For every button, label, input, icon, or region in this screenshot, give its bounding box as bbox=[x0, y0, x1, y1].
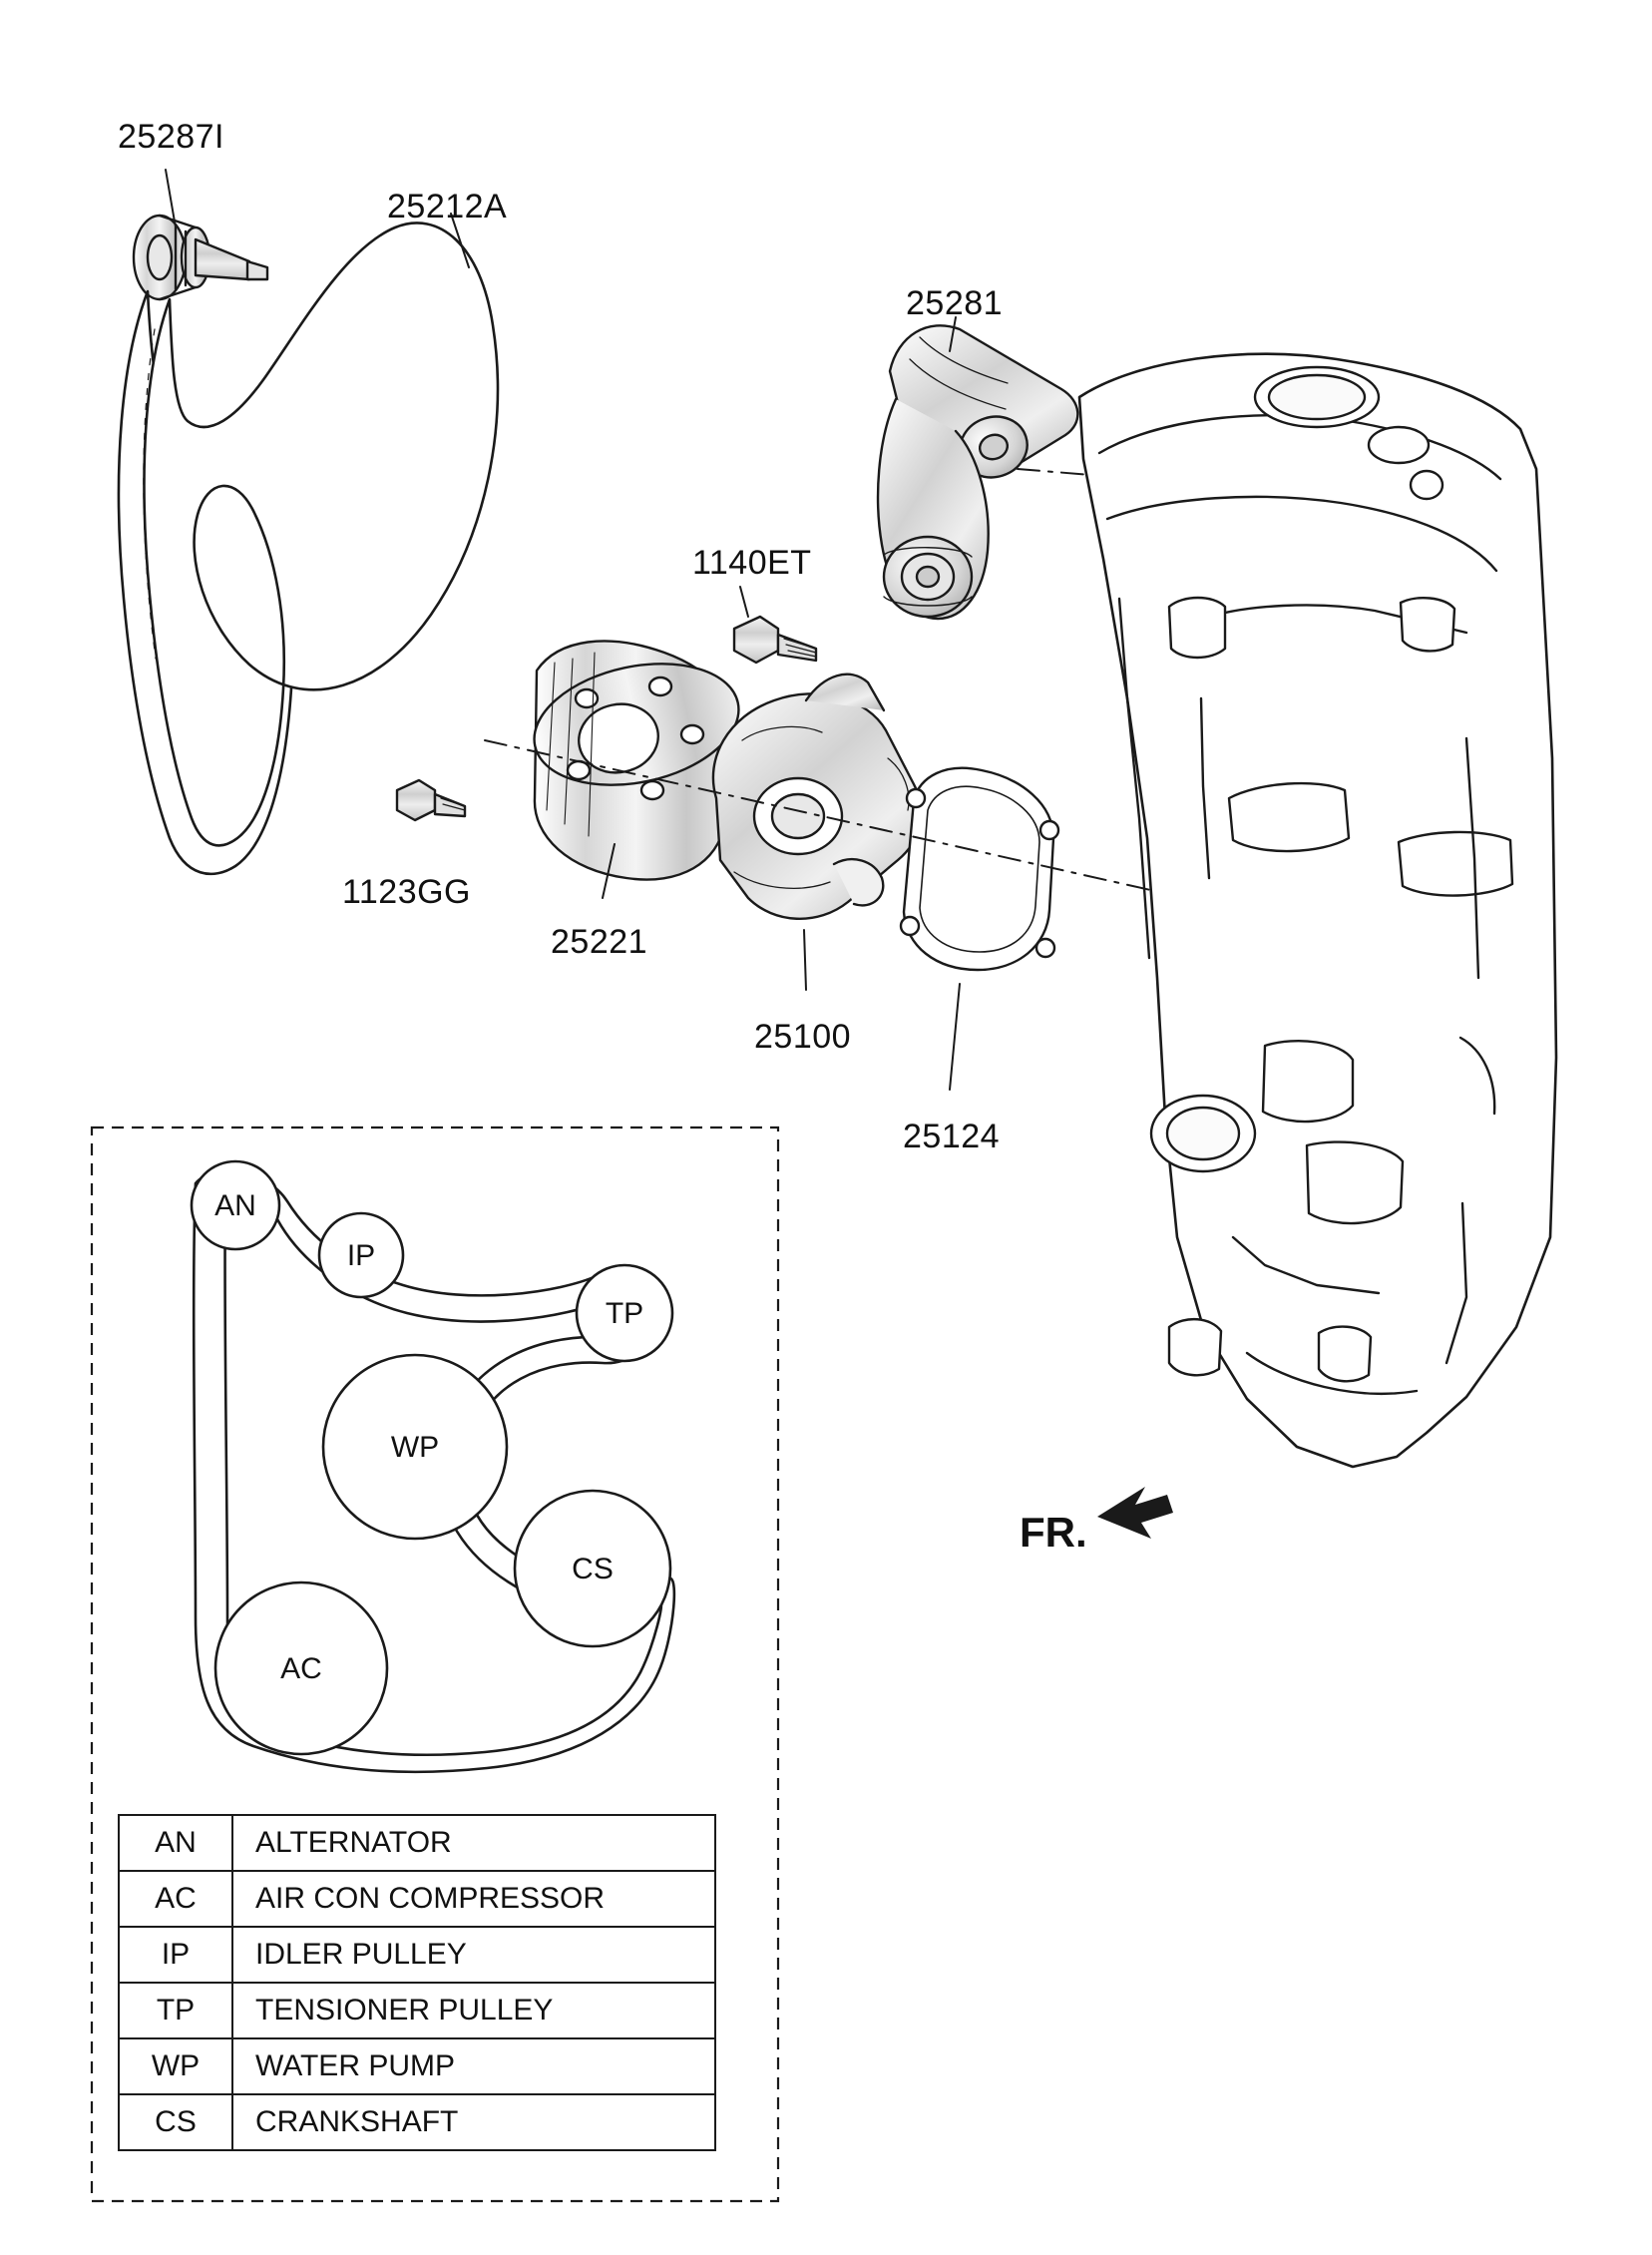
legend-code: IP bbox=[119, 1927, 232, 1983]
table-row bbox=[119, 1871, 715, 1927]
inset-pulley-an: AN bbox=[214, 1188, 256, 1222]
table-row bbox=[119, 1983, 715, 2038]
callout-25281: 25281 bbox=[906, 284, 1004, 322]
legend-desc: TENSIONER PULLEY bbox=[232, 1983, 715, 2038]
legend-code: CS bbox=[119, 2094, 232, 2150]
table-row bbox=[119, 2038, 715, 2094]
table-row bbox=[119, 2094, 715, 2150]
legend-table bbox=[118, 1814, 716, 2151]
inset-pulley-ac: AC bbox=[280, 1651, 322, 1685]
inset-pulley-tp: TP bbox=[605, 1296, 644, 1330]
table-row bbox=[119, 1927, 715, 1983]
callout-1140et: 1140ET bbox=[692, 544, 812, 582]
callout-1123gg: 1123GG bbox=[342, 873, 472, 911]
callout-25100: 25100 bbox=[754, 1018, 852, 1056]
legend-code: TP bbox=[119, 1983, 232, 2038]
legend-desc: AIR CON COMPRESSOR bbox=[232, 1871, 715, 1927]
callout-25221: 25221 bbox=[551, 923, 648, 961]
legend-code: AN bbox=[119, 1815, 232, 1871]
legend-code: AC bbox=[119, 1871, 232, 1927]
legend-code: WP bbox=[119, 2038, 232, 2094]
callout-25124: 25124 bbox=[903, 1118, 1001, 1155]
legend-desc: IDLER PULLEY bbox=[232, 1927, 715, 1983]
legend-desc: ALTERNATOR bbox=[232, 1815, 715, 1871]
legend-desc: CRANKSHAFT bbox=[232, 2094, 715, 2150]
front-orientation-label: FR. bbox=[1020, 1509, 1087, 1556]
table-row bbox=[119, 1815, 715, 1871]
inset-pulley-cs: CS bbox=[572, 1552, 614, 1585]
legend-desc: WATER PUMP bbox=[232, 2038, 715, 2094]
inset-pulley-wp: WP bbox=[390, 1430, 440, 1464]
callout-25212a: 25212A bbox=[387, 188, 508, 226]
inset-pulley-ip: IP bbox=[346, 1238, 376, 1272]
callout-25287i: 25287I bbox=[118, 118, 224, 156]
